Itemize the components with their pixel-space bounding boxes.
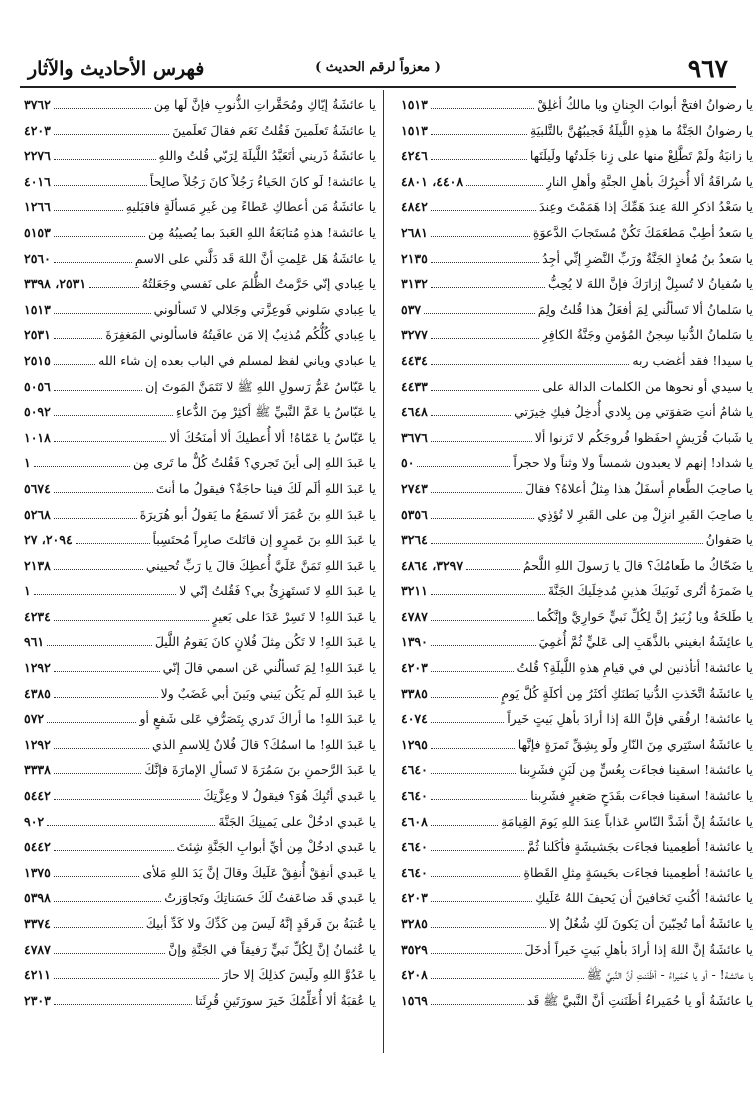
hadith-number: ٥٣٥٦ <box>401 506 428 522</box>
index-entry <box>401 834 753 860</box>
hadith-text: يا سُفيانُ لا تُسبِلْ إزارَكَ فإنَّ اللهَ لا يُحِبُّ <box>548 276 753 292</box>
leader-dots <box>431 405 511 416</box>
hadith-text: يا عَبدي ادخُلْ على يَمينِكَ الجَنَّةَ <box>218 813 376 829</box>
hadith-text: يا عِبادي سَلوني فَوعِزَّتي وجَلالي لا تَسألوني <box>153 301 376 317</box>
leader-dots <box>34 456 130 467</box>
index-entry <box>401 527 753 553</box>
leader-dots <box>431 584 545 595</box>
hadith-text: يا سَلمانُ ألا تَسألُني لِمَ أفعَلُ هذا قُلتُ ولِمَ <box>537 301 753 317</box>
index-entry <box>24 681 376 707</box>
hadith-number: ٢٥١٥ <box>24 352 51 368</box>
leader-dots <box>54 226 145 237</box>
header-center-note: ( معزواً لرقم الحديث ) <box>315 60 441 75</box>
hadith-text: يا عُقبَةُ ألا أُعَلِّمُكَ خَيرَ سورَتَينِ قُرِئَتا <box>195 992 376 1008</box>
hadith-number: ٣١٣٢ <box>401 276 428 292</box>
hadith-number: ٢٥٦٠ <box>24 250 51 266</box>
hadith-number: ٤٦٠٨ <box>401 813 428 829</box>
leader-dots <box>431 200 536 211</box>
leader-dots <box>431 380 539 391</box>
index-entry <box>401 988 753 1014</box>
hadith-number: ١٢٦٦ <box>24 199 51 215</box>
leader-dots <box>54 610 209 621</box>
hadith-number: ٤٢٣٤ <box>24 608 51 624</box>
hadith-text: يا عَبدي أنفِقْ أُنفِقْ عَلَيكَ وقالَ إنَّ يَدَ اللهِ مَلأى <box>142 864 376 880</box>
hadith-text: يا صاحِبَ الطَّعامِ أسفَلُ هذا مِثلُ أعلاهُ؟ فقالَ <box>525 480 753 496</box>
running-title: فهرس الأحاديث والآثار <box>28 58 205 80</box>
hadith-number: ٤٦٤٨ <box>401 404 428 420</box>
leader-dots <box>54 559 143 570</box>
hadith-number: ١ <box>24 455 31 471</box>
hadith-number: ٣٥٢٩ <box>401 941 428 957</box>
hadith-text: يا عَبدَ اللهِ لا تَستَهزِئُ بي؟ فَقُلتُ إنّي لا <box>179 583 376 599</box>
page-header <box>22 52 734 86</box>
hadith-text: يا صاحِبَ القَبرِ انزِلْ مِن على القَبرِ لا تُؤذِي <box>537 506 753 522</box>
hadith-number: ١٥١٣ <box>24 301 51 317</box>
hadith-number: ٢٢٧٦ <box>24 148 51 164</box>
index-entry <box>401 706 753 732</box>
hadith-text: يا سَعْدُ اذكرِ اللهَ عِندَ هَمِّكَ إذا هَمَمْتَ وعِندَ <box>539 199 753 215</box>
hadith-text: يا عَبدي ادخُلْ مِن أيِّ أبوابِ الجَنَّةِ شِئتَ <box>176 839 376 855</box>
leader-dots <box>431 277 545 288</box>
leader-dots <box>54 482 153 493</box>
hadith-number: ١٢٩٢ <box>24 736 51 752</box>
leader-dots <box>431 943 522 954</box>
hadith-text: يا عُتبَةُ بنَ فَرقَدٍ إنَّهُ لَيسَ مِن كَدِّكَ ولا كَدِّ أبيكَ <box>145 916 376 931</box>
index-entry <box>24 322 376 348</box>
leader-dots <box>54 789 200 800</box>
hadith-text: يا عائشة! أكُنتِ تَخافينَ أن يَحيفَ اللهُ عَلَيكِ <box>535 890 753 906</box>
hadith-number: ١٣٧٥ <box>24 864 51 880</box>
index-entry <box>24 92 376 118</box>
leader-dots <box>431 328 539 339</box>
hadith-text: يا عَبدَ اللهِ لَم يَكُن بَيني وبَينَ أبي غَضَبٌ ولا <box>160 685 376 701</box>
hadith-text: يا سَلمانُ الدُّنيا سِجنُ المُؤمنِ وجَنَّةُ الكافِرِ <box>541 327 753 343</box>
index-entry <box>401 962 753 988</box>
leader-dots <box>54 431 167 442</box>
hadith-text: يا عَبّاسُ يا عَمّاهُ! ألا أُعطيكَ ألا أمنَحُكَ ألا <box>169 429 376 445</box>
index-entry <box>401 118 753 144</box>
hadith-text: يا زانيَةُ ولَمْ تَطَّلِعْ منها على زِنا جَلَدتُها ولَيلَتَها <box>529 148 753 164</box>
hadith-text: يا عائشَةُ مَن أعطاكِ عَطاءً مِن غَيرِ مَسألَةٍ فاقبَليهِ <box>125 199 376 215</box>
index-entry <box>24 885 376 911</box>
hadith-number: ٤٢٠٣ <box>401 890 428 906</box>
leader-dots <box>47 712 136 723</box>
hadith-number: ٥٤٤٢ <box>24 839 51 855</box>
index-entry <box>24 962 376 988</box>
hadith-number: ١٥١٣ <box>401 122 428 138</box>
index-entry <box>401 246 753 272</box>
leader-dots <box>47 815 215 826</box>
hadith-number: ٤٨٤٢ <box>401 199 428 215</box>
leader-dots <box>431 226 530 237</box>
hadith-number: ٥٢٦٨ <box>24 506 51 522</box>
hadith-text: يا عائِشَةُ ابغيني بالذَّهَبِ إلى عَليٍّ ثُمَّ أُغمِيَ <box>538 634 753 650</box>
index-entry <box>401 860 753 886</box>
hadith-number: ٤٣٨٥ <box>24 685 51 701</box>
page-number: ٩٦٧ <box>687 54 728 83</box>
leader-dots <box>431 610 534 621</box>
hadith-text: يا عائشة! لَو كانَ الحَياءُ رَجُلاً كانَ رَجُلاً صالِحاً <box>149 173 376 189</box>
hadith-text: يا عائشَةُ اتَّخَذتِ الدُّنيا بَطنَكِ أكثَرُ مِن أكلَةٍ كُلَّ يَومٍ <box>501 685 753 701</box>
leader-dots <box>431 431 532 442</box>
hadith-text: يا طَلحَةُ ويا زُبَيرُ إنَّ لِكُلِّ نَبيٍّ حَوارِيَّ وإنَّكُما <box>536 608 753 624</box>
hadith-text: يا عائشَةُ إنَّ أشَدَّ النّاسِ عَذاباً عِندَ اللهِ يَومَ القِيامَةِ <box>501 813 753 829</box>
index-entry <box>401 348 753 374</box>
leader-dots <box>54 866 140 877</box>
leader-dots <box>54 687 158 698</box>
hadith-text: يا عائشَةُ أو يا حُمَيراءُ أظَنَنتِ أنَّ النَّبيَّ ﷺ قَد <box>526 992 753 1008</box>
hadith-number: ١٢٩٢ <box>24 660 51 676</box>
hadith-number: ٣٣٣٨ <box>24 762 51 778</box>
hadith-text: يا عَبدَ اللهِ ألَم لَكَ فينا حاجَةٌ؟ فيقولُ ما أنتَ <box>155 480 376 496</box>
hadith-number: ٥٧٢ <box>24 711 45 727</box>
hadith-number: ٤٧٨٧ <box>24 941 51 957</box>
leader-dots <box>54 405 173 416</box>
hadith-number: ٣٣٨٥ <box>401 685 428 701</box>
hadith-text: يا عَبدَ اللهِ! ما اسمُكَ؟ قالَ فُلانٌ لِلاسمِ الذي <box>151 736 376 752</box>
index-entry <box>24 348 376 374</box>
index-entry <box>24 271 376 297</box>
index-entry <box>401 322 753 348</box>
leader-dots <box>34 584 177 595</box>
leader-dots <box>466 175 543 186</box>
hadith-number: ٢٣٠٣ <box>24 992 51 1008</box>
hadith-text: يا ضَحّاكُ ما طَعامُكَ؟ قالَ يا رَسولَ اللهِ اللَّحمُ <box>522 557 753 573</box>
hadith-text: يا رضوانُ افتحْ أبوابَ الجِنانِ ويا مالكُ أغلِقْ <box>537 97 753 112</box>
index-entry <box>401 425 753 451</box>
index-entry <box>24 450 376 476</box>
hadith-number: ٤٧٨٧ <box>401 608 428 624</box>
index-entry <box>401 169 753 195</box>
hadith-number: ٣٧٦٢ <box>24 97 51 112</box>
index-entry <box>24 118 376 144</box>
index-entry <box>401 194 753 220</box>
hadith-text: يا عَبدَ اللهِ بنَ عَمرٍو إن قاتَلتَ صابِراً مُحتَسِباً <box>152 532 376 548</box>
leader-dots <box>431 687 499 698</box>
index-entry <box>401 399 753 425</box>
leader-dots <box>54 200 123 211</box>
leader-dots <box>424 303 535 314</box>
index-entry <box>24 246 376 272</box>
index-entry <box>401 578 753 604</box>
index-entry <box>24 834 376 860</box>
leader-dots <box>431 252 539 263</box>
leader-dots <box>54 354 95 365</box>
index-entry <box>401 655 753 681</box>
index-entry <box>24 297 376 323</box>
hadith-text: يا عَبدي قَد ضاعَفتُ لَكَ حَسَناتِكَ وتَجاوَزتُ <box>164 890 376 906</box>
hadith-number: ٤٤٠٨، ٤٨٠١ <box>401 173 464 189</box>
leader-dots <box>76 533 150 544</box>
hadith-number: ٥١٥٣ <box>24 224 51 240</box>
index-entry <box>24 502 376 528</box>
index-entry <box>24 527 376 553</box>
hadith-number: ٤٢٤٦ <box>401 148 428 164</box>
hadith-text: يا عَدُوَّ اللهِ ولَيسَ كذلِكَ إلا حارَ <box>222 967 376 983</box>
hadith-text: يا عائشة! اسقينا فجاءَت بقَدَحٍ صَغيرٍ فشَرِبنا <box>530 788 753 804</box>
hadith-text: يا عائشَةُ هَل عَلِمتِ أنَّ اللهَ قَد دَلَّني على الاسمِ <box>134 250 376 266</box>
index-entry <box>24 220 376 246</box>
leader-dots <box>54 661 160 672</box>
index-entry <box>24 757 376 783</box>
hadith-number: ٢٦٨١ <box>401 224 428 240</box>
leader-dots <box>431 815 498 826</box>
leader-dots <box>431 98 534 109</box>
hadith-number: ٣٢٩٧، ٤٨٦٤ <box>401 557 464 573</box>
hadith-text: يا عُثمانُ إنَّ لِكُلِّ نَبيٍّ رَفيقاً في الجَنَّةِ وإنَّ <box>168 941 376 957</box>
leader-dots <box>431 508 535 519</box>
hadith-text: يا شامُ أنتِ صَفوَتي مِن بِلادي أُدخِلُ فيكِ خِيرَتي <box>514 404 753 420</box>
leader-dots <box>54 840 174 851</box>
leader-dots <box>54 917 143 928</box>
hadith-text: يا رضوانُ الجَنَّةُ ما هذِهِ اللَّيلَةُ فَجيبُهُنَّ بالتَّلبيَةِ <box>529 122 753 138</box>
leader-dots <box>54 328 103 339</box>
index-entry <box>24 988 376 1014</box>
leader-dots <box>431 917 546 928</box>
hadith-text: يا عِبادي كُلُّكُم مُذنِبٌ إلا مَن عافَيتُهُ فاسألوني المَغفِرَةَ <box>105 327 376 343</box>
leader-dots <box>431 712 504 723</box>
leader-dots <box>431 738 515 749</box>
index-column-left <box>24 92 376 1052</box>
hadith-number: ٢٥٣١ <box>24 327 51 343</box>
index-entry <box>24 604 376 630</box>
leader-dots <box>431 482 522 493</box>
index-entry <box>401 92 753 118</box>
hadith-number: ٣٢١١ <box>401 583 428 599</box>
hadith-text: يا عائشَةُ أما تُحِبّينَ أن يَكونَ لَكِ شُغُلٌ إلا <box>549 916 753 931</box>
hadith-number: ٥٣٩٨ <box>24 890 51 906</box>
index-entry <box>24 706 376 732</box>
hadith-number: ٤٤٣٤ <box>401 352 428 368</box>
leader-dots <box>54 149 156 160</box>
index-entry <box>401 297 753 323</box>
index-entry <box>24 911 376 937</box>
leader-dots <box>431 866 521 877</box>
hadith-number: ٤٢١١ <box>24 967 51 983</box>
index-entry <box>401 937 753 963</box>
hadith-number: ٤٦٤٠ <box>401 839 428 855</box>
hadith-text: يا عائشة! أطعِمينا فجاءَت بحَيسَةٍ مِثلِ القَطاةِ <box>523 864 753 880</box>
leader-dots <box>54 380 142 391</box>
index-entry <box>401 271 753 297</box>
hadith-text: يا عَبدي أتُبِكَ هُوَ؟ فيقولُ لا وعِزَّتِكَ <box>203 788 376 804</box>
index-entry <box>24 655 376 681</box>
hadith-text: يا عائشَةُ إنَّ اللهَ إذا أرادَ بأهلِ بَيتٍ خَيراً أدخَلَ <box>524 941 753 957</box>
index-entry <box>401 885 753 911</box>
hadith-number: ٤٦٤٠ <box>401 762 428 778</box>
index-entry <box>401 732 753 758</box>
hadith-text: يا سَعدُ أطِبْ مَطعَمَكَ تَكُنْ مُستَجابَ الدَّعوَةِ <box>532 224 753 240</box>
leader-dots <box>54 943 165 954</box>
index-entry <box>401 374 753 400</box>
hadith-text: يا عائشة! اسقينا فجاءَت بِعُسٍّ مِن لَبَنٍ فشَرِبنا <box>519 762 753 778</box>
hadith-text: يا عَبدَ الرَّحمنِ بنَ سَمُرَةَ لا تَسألِ الإمارَةَ فإنَّكَ <box>144 762 376 778</box>
leader-dots <box>54 175 147 186</box>
hadith-number: ٤٢٠٨ <box>401 967 428 983</box>
leader-dots <box>54 508 137 519</box>
hadith-number: ٣٣٧٤ <box>24 916 51 931</box>
index-entry <box>401 143 753 169</box>
index-entry <box>24 143 376 169</box>
hadith-number: ٣٦٧٦ <box>401 429 428 445</box>
hadith-text: يا صَفوانُ <box>705 532 753 548</box>
column-divider <box>383 90 384 1053</box>
index-entry <box>401 220 753 246</box>
hadith-number: ٣٢٦٤ <box>401 532 428 548</box>
leader-dots <box>431 533 703 544</box>
hadith-number: ٤٦٤٠ <box>401 788 428 804</box>
hadith-text: يا عِبادي إنّي حَرَّمتُ الظُّلمَ على نَفسي وجَعَلتُهُ <box>141 276 376 292</box>
index-entry <box>24 578 376 604</box>
hadith-number: ١٣٩٠ <box>401 634 428 650</box>
hadith-text: يا عَبدَ اللهِ إلى أينَ تَجري؟ فَقُلتُ كُلٌّ ما تَرى مِن <box>133 455 376 471</box>
index-entry <box>401 681 753 707</box>
hadith-number: ١٥٦٩ <box>401 992 428 1008</box>
leader-dots <box>431 661 514 672</box>
hadith-text: يا عائشَةُ ذَريني أتَعَبَّدُ اللَّيلَةَ لِرَبّي قُلتُ واللهِ <box>158 148 376 164</box>
leader-dots <box>54 303 151 314</box>
hadith-number: ١ <box>24 583 31 599</box>
hadith-number: ٥٠٥٦ <box>24 378 51 394</box>
hadith-number: ٩٠٢ <box>24 813 45 829</box>
index-entry <box>24 937 376 963</box>
hadith-text: يا عبادي وياني لفظ لمسلم في الباب بعده إن شاء الله <box>98 352 376 368</box>
hadith-text: يا عَبدَ اللهِ! ما أراكَ تَدري بِتَصَرُّفِ عَلى شَفعٍ أو <box>139 711 376 727</box>
hadith-text: يا سَعدُ بنُ مُعاذٍ الجَنَّةُ ورَبِّ النَّضرِ إنِّي أجِدُ <box>542 250 753 266</box>
hadith-text: يا عَبّاسُ يا عَمَّ النَّبيِّ ﷺ أكثِرْ مِنَ الدُّعاءِ <box>175 404 376 420</box>
hadith-number: ٤٠١٦ <box>24 173 51 189</box>
hadith-number: ٤٢٠٣ <box>24 122 51 138</box>
hadith-text: يا عائشَةُ استَتِري مِنَ النّارِ ولَو بِشِقِّ تَمرَةٍ فإنَّها <box>517 736 753 752</box>
index-entry <box>24 809 376 835</box>
leader-dots <box>54 968 219 979</box>
index-entry <box>401 783 753 809</box>
leader-dots <box>466 559 520 570</box>
leader-dots <box>431 968 584 979</box>
hadith-text: يا عائشة! - أو يا حُمَيراءُ - أظَنَنتِ أنَّ النَّبيَّ ﷺ <box>586 967 753 983</box>
leader-dots <box>54 124 169 135</box>
leader-dots <box>417 456 510 467</box>
hadith-number: ٩٦١ <box>24 634 45 650</box>
index-column-right <box>401 92 753 1052</box>
hadith-text: يا عَبدَ اللهِ! لِمَ تَسألُني عَن اسمي قالَ إنّي <box>162 660 376 676</box>
hadith-number: ١٥١٣ <box>401 97 428 112</box>
hadith-text: يا عائشة! ارفُقي فإنَّ اللهَ إذا أرادَ بأهلِ بَيتٍ خَيراً <box>507 711 753 727</box>
index-entry <box>401 629 753 655</box>
index-entry <box>401 604 753 630</box>
hadith-number: ٥٦٧٤ <box>24 480 51 496</box>
index-entry <box>401 502 753 528</box>
leader-dots <box>54 763 141 774</box>
hadith-number: ٢٧٤٣ <box>401 480 428 496</box>
hadith-number: ٢٠٩٤، ٢٧ <box>24 532 73 548</box>
leader-dots <box>89 277 139 288</box>
hadith-text: يا شداد! إنهم لا يعبدون شمساً ولا وثناً ولا حجراً <box>513 455 753 471</box>
hadith-number: ٢٥٣١، ٣٣٩٨ <box>24 276 87 292</box>
hadith-text: يا ضَمرَةُ أتُرى ثَوبَيكَ هذينِ مُدخِلَيكَ الجَنَّةَ <box>547 583 753 599</box>
hadith-text: يا سُراقَةُ ألا أُخبِرُكَ بأهلِ الجنَّةِ وأهلِ النارِ <box>545 173 753 189</box>
hadith-text: يا عَبدَ اللهِ بنَ عُمَرَ ألا تَسمَعُ ما يَقولُ أبو هُرَيرَةَ <box>139 506 376 522</box>
hadith-number: ٤٤٣٣ <box>401 378 428 394</box>
hadith-text: يا عائشة! أطعِمينا فجاءَت بجَشيشَةٍ فأكَلنا ثُمَّ <box>527 839 753 855</box>
leader-dots <box>431 840 524 851</box>
index-entry <box>401 911 753 937</box>
leader-dots <box>431 124 527 135</box>
index-entry <box>24 783 376 809</box>
hadith-text: يا عَبدَ اللهِ! لا تَكُن مِثلَ فُلانٍ كانَ يَقومُ اللَّيلَ <box>154 634 376 650</box>
leader-dots <box>431 891 532 902</box>
index-entry <box>401 809 753 835</box>
index-entry <box>401 757 753 783</box>
hadith-number: ٤٦٤٠ <box>401 864 428 880</box>
index-entry <box>24 425 376 451</box>
hadith-number: ٥٠٩٢ <box>24 404 51 420</box>
hadith-number: ٥٣٧ <box>401 301 422 317</box>
hadith-number: ٣٢٧٧ <box>401 327 428 343</box>
hadith-text: يا سيدي أو نحوها من الكلمات الدالة على <box>542 378 753 394</box>
leader-dots <box>54 738 149 749</box>
leader-dots <box>54 891 161 902</box>
leader-dots <box>431 994 524 1005</box>
index-entry <box>24 399 376 425</box>
hadith-text: يا شَبابَ قُرَيشٍ احفَظوا فُروجَكُم لا تَزنوا ألا <box>534 429 753 445</box>
hadith-number: ٢١٣٨ <box>24 557 51 573</box>
hadith-text: يا عَبدَ اللهِ تَمَنَّ عَلَيَّ أُعطِكَ قالَ يا رَبِّ تُحييني <box>145 557 376 573</box>
index-entry <box>401 450 753 476</box>
hadith-number: ١٢٩٥ <box>401 736 428 752</box>
leader-dots <box>431 149 527 160</box>
hadith-text: يا عَبدَ اللهِ! لا تَسِرْ عَدَا على بَعيرٍ <box>211 608 376 624</box>
leader-dots <box>431 789 527 800</box>
index-entry <box>24 374 376 400</box>
hadith-text: يا عَبّاسُ عَمُّ رَسولِ اللهِ ﷺ لا تَتَمَنَّ المَوتَ إن <box>145 378 376 394</box>
hadith-number: ٣٢٨٥ <box>401 916 428 931</box>
leader-dots <box>431 763 516 774</box>
leader-dots <box>54 994 192 1005</box>
index-entry <box>401 476 753 502</box>
hadith-text: يا عائشة! أتأذنين لي في قيامِ هذهِ اللَّيلَةِ؟ قُلتُ <box>516 660 753 676</box>
index-entry <box>401 553 753 579</box>
index-entry <box>24 194 376 220</box>
hadith-number: ٥٤٤٢ <box>24 788 51 804</box>
hadith-text: يا عائشة! هذهِ مُتابَعَةُ اللهِ العَبدَ بما يُصيبُهُ مِن <box>148 224 376 240</box>
hadith-text: يا عائشَةُ تَعلَمينَ فَقُلتُ نَعَم فقالَ تَعلَمينَ <box>172 122 376 138</box>
index-entry <box>24 553 376 579</box>
index-entry <box>24 629 376 655</box>
hadith-number: ٤٢٠٣ <box>401 660 428 676</box>
leader-dots <box>47 635 152 646</box>
hadith-number: ٤٠٧٤ <box>401 711 428 727</box>
hadith-number: ١٠١٨ <box>24 429 51 445</box>
leader-dots <box>54 98 151 109</box>
leader-dots <box>431 354 629 365</box>
index-entry <box>24 732 376 758</box>
index-entry <box>24 169 376 195</box>
hadith-text: يا عائشَةُ إيّاكِ ومُحَقَّراتِ الذُّنوبِ فإنَّ لَها مِن <box>153 97 376 112</box>
hadith-text: يا سيدا! فقد أغضب ربه <box>632 352 753 368</box>
hadith-number: ٢١٣٥ <box>401 250 428 266</box>
hadith-number: ٥٠ <box>401 455 415 471</box>
leader-dots <box>54 252 132 263</box>
index-entry <box>24 476 376 502</box>
index-entry <box>24 860 376 886</box>
header-rule <box>20 86 736 88</box>
leader-dots <box>431 635 536 646</box>
